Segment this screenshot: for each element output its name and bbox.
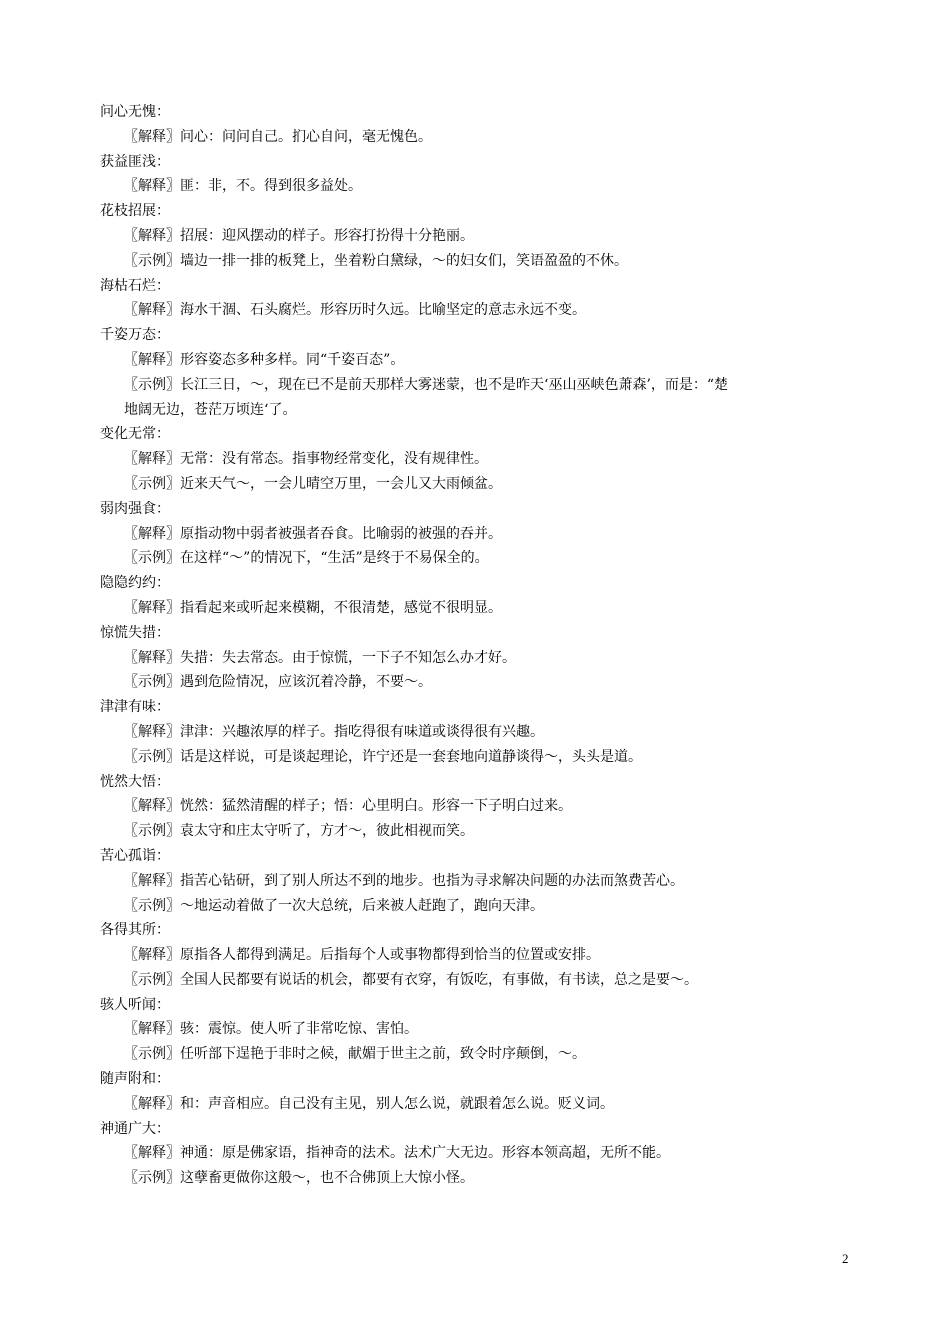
entry-title: 变化无常： [100, 426, 170, 443]
entry-title: 千姿万态： [100, 327, 170, 344]
entry-title: 花枝招展： [100, 203, 170, 220]
entry-explanation: 〖解释〗和：声音相应。自己没有主见，别人怎么说，就跟着怎么说。贬义词。 [124, 1095, 614, 1112]
page-number: 2 [842, 1251, 849, 1266]
entry [100, 323, 860, 422]
entry-title: 随声附和： [100, 1071, 170, 1088]
entry-explanation: 〖解释〗形容姿态多种多样。同“千姿百态”。 [124, 351, 405, 368]
entry [100, 199, 860, 273]
entry-explanation: 〖解释〗津津：兴趣浓厚的样子。指吃得很有味道或谈得很有兴趣。 [124, 723, 544, 740]
entry [100, 844, 860, 918]
entry [100, 1117, 860, 1191]
entry [100, 993, 860, 1067]
entry-explanation: 〖解释〗神通：原是佛家语，指神奇的法术。法术广大无边。形容本领高超，无所不能。 [124, 1145, 670, 1162]
entry-example: 〖示例〗这孽畜更做你这般～，也不合佛顶上大惊小怪。 [124, 1170, 474, 1187]
entry-explanation: 〖解释〗恍然：猛然清醒的样子；悟：心里明白。形容一下子明白过来。 [124, 798, 572, 815]
entry [100, 100, 860, 150]
entry-title: 问心无愧： [100, 104, 170, 120]
entry-title: 神通广大： [100, 1120, 170, 1137]
entry-title: 惊慌失措： [100, 624, 170, 641]
entry-title: 各得其所： [100, 922, 170, 939]
entry-explanation: 〖解释〗无常：没有常态。指事物经常变化，没有规律性。 [124, 451, 488, 468]
entry-explanation: 〖解释〗失措：失去常态。由于惊慌，一下子不知怎么办才好。 [124, 649, 516, 666]
entry-example: 〖示例〗遇到危险情况，应该沉着冷静，不要～。 [124, 674, 432, 691]
entry-title: 海枯石烂： [100, 277, 170, 294]
entry [100, 695, 860, 769]
entry-title: 获益匪浅： [100, 153, 170, 170]
entry-explanation: 〖解释〗指看起来或听起来模糊，不很清楚，感觉不很明显。 [124, 599, 502, 616]
entry-explanation: 〖解释〗指苦心钻研，到了别人所达不到的地步。也指为寻求解决问题的办法而煞费苦心。 [124, 872, 684, 889]
entry [100, 1067, 860, 1117]
entry-title: 骇人听闻： [100, 996, 170, 1013]
entry-example: 〖示例〗话是这样说，可是谈起理论，许宁还是一套套地向道静谈得～，头头是道。 [124, 748, 642, 765]
entry-explanation: 〖解释〗原指各人都得到满足。后指每个人或事物都得到恰当的位置或安排。 [124, 947, 600, 964]
entry [100, 274, 860, 324]
entry-example: 〖示例〗墙边一排一排的板凳上，坐着粉白黛绿，～的妇女们，笑语盈盈的不休。 [124, 252, 628, 269]
entry-title: 隐隐约约： [100, 575, 170, 592]
entry-example: 〖示例〗在这样“～”的情况下，“生活”是终于不易保全的。 [124, 550, 489, 567]
entry-explanation: 〖解释〗海水干涸、石头腐烂。形容历时久远。比喻坚定的意志永远不变。 [124, 302, 586, 319]
entry-title: 津津有味： [100, 699, 170, 716]
entry-example-continuation: 地阔无边，苍茫万顷连‘了。 [124, 401, 297, 418]
entry-example: 〖示例〗全国人民都要有说话的机会，都要有衣穿，有饭吃，有事做，有书读，总之是要～。 [124, 971, 698, 988]
entry-explanation: 〖解释〗招展：迎风摆动的样子。形容打扮得十分艳丽。 [124, 227, 474, 244]
entry [100, 571, 860, 621]
entry-title: 恍然大悟： [100, 773, 170, 790]
entry [100, 621, 860, 695]
entry-explanation: 〖解释〗骇：震惊。使人听了非常吃惊、害怕。 [124, 1021, 418, 1038]
entry [100, 150, 860, 200]
idiom-list [100, 100, 860, 1191]
entry-example: 〖示例〗任听部下逞艳于非时之候，献媚于世主之前，致令时序颠倒，～。 [124, 1046, 586, 1063]
entry-explanation: 〖解释〗问心：问问自己。扪心自问，毫无愧色。 [124, 128, 432, 145]
entry [100, 918, 860, 992]
entry-explanation: 〖解释〗原指动物中弱者被强者吞食。比喻弱的被强的吞并。 [124, 525, 502, 542]
entry-example: 〖示例〗近来天气～，一会儿晴空万里，一会儿又大雨倾盆。 [124, 475, 502, 492]
entry-explanation: 〖解释〗匪：非，不。得到很多益处。 [124, 178, 362, 195]
entry [100, 497, 860, 571]
entry-title: 苦心孤诣： [100, 847, 170, 864]
entry-example: 〖示例〗袁太守和庄太守听了，方才～，彼此相视而笑。 [124, 823, 474, 840]
entry-title: 弱肉强食： [100, 500, 170, 517]
entry-example: 〖示例〗～地运动着做了一次大总统，后来被人赶跑了，跑向天津。 [124, 897, 544, 914]
entry [100, 422, 860, 496]
entry-example: 〖示例〗长江三日，～，现在已不是前天那样大雾迷蒙，也不是昨天‘巫山巫峡色萧森’，而是：“楚 [124, 376, 729, 393]
entry [100, 770, 860, 844]
